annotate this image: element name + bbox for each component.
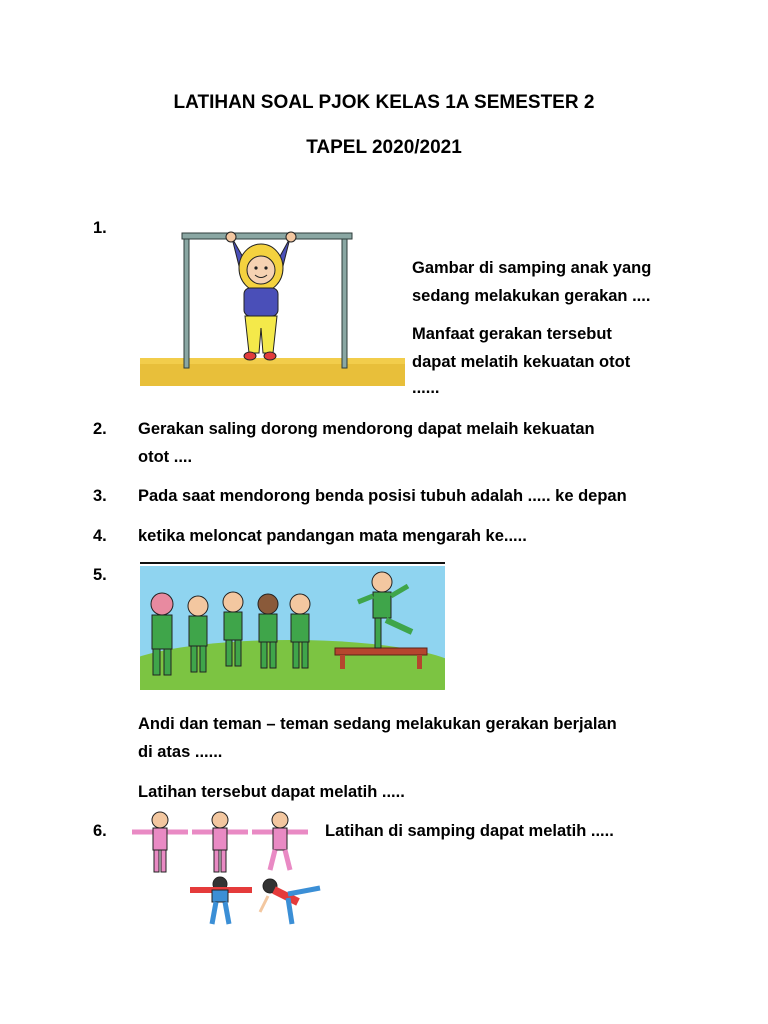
question-5-line-1: Andi dan teman – teman sedang melakukan gerakan berjalan bbox=[138, 715, 617, 733]
question-number-2: 2. bbox=[93, 420, 107, 438]
question-1-line-5: ...... bbox=[412, 379, 440, 397]
page-title: LATIHAN SOAL PJOK KELAS 1A SEMESTER 2 bbox=[173, 92, 595, 113]
child-hanging-on-bar-image bbox=[140, 218, 405, 386]
question-1-line-4: dapat melatih kekuatan otot bbox=[412, 353, 631, 371]
question-number-3: 3. bbox=[93, 487, 107, 505]
question-5-line-3: Latihan tersebut dapat melatih ..... bbox=[138, 783, 405, 801]
question-3-line-1: Pada saat mendorong benda posisi tubuh adalah ..... ke depan bbox=[138, 487, 627, 505]
question-2-line-1: Gerakan saling dorong mendorong dapat melaih kekuatan bbox=[138, 420, 595, 438]
question-number-4: 4. bbox=[93, 527, 107, 545]
question-number-5: 5. bbox=[93, 566, 107, 584]
question-number-6: 6. bbox=[93, 822, 107, 840]
question-1-line-1: Gambar di samping anak yang bbox=[412, 259, 652, 277]
question-6-line-1: Latihan di samping dapat melatih ..... bbox=[325, 822, 614, 840]
question-2-line-2: otot .... bbox=[138, 448, 193, 466]
children-balance-beam-image bbox=[140, 562, 445, 690]
question-1-line-3: Manfaat gerakan tersebut bbox=[412, 325, 612, 343]
question-4-line-1: ketika meloncat pandangan mata mengarah ke..... bbox=[138, 527, 527, 545]
question-number-1: 1. bbox=[93, 219, 107, 237]
question-5-line-2: di atas ...... bbox=[138, 743, 223, 761]
girls-balance-poses-image bbox=[128, 806, 350, 930]
page-subtitle: TAPEL 2020/2021 bbox=[306, 137, 462, 158]
question-1-line-2: sedang melakukan gerakan .... bbox=[412, 287, 651, 305]
